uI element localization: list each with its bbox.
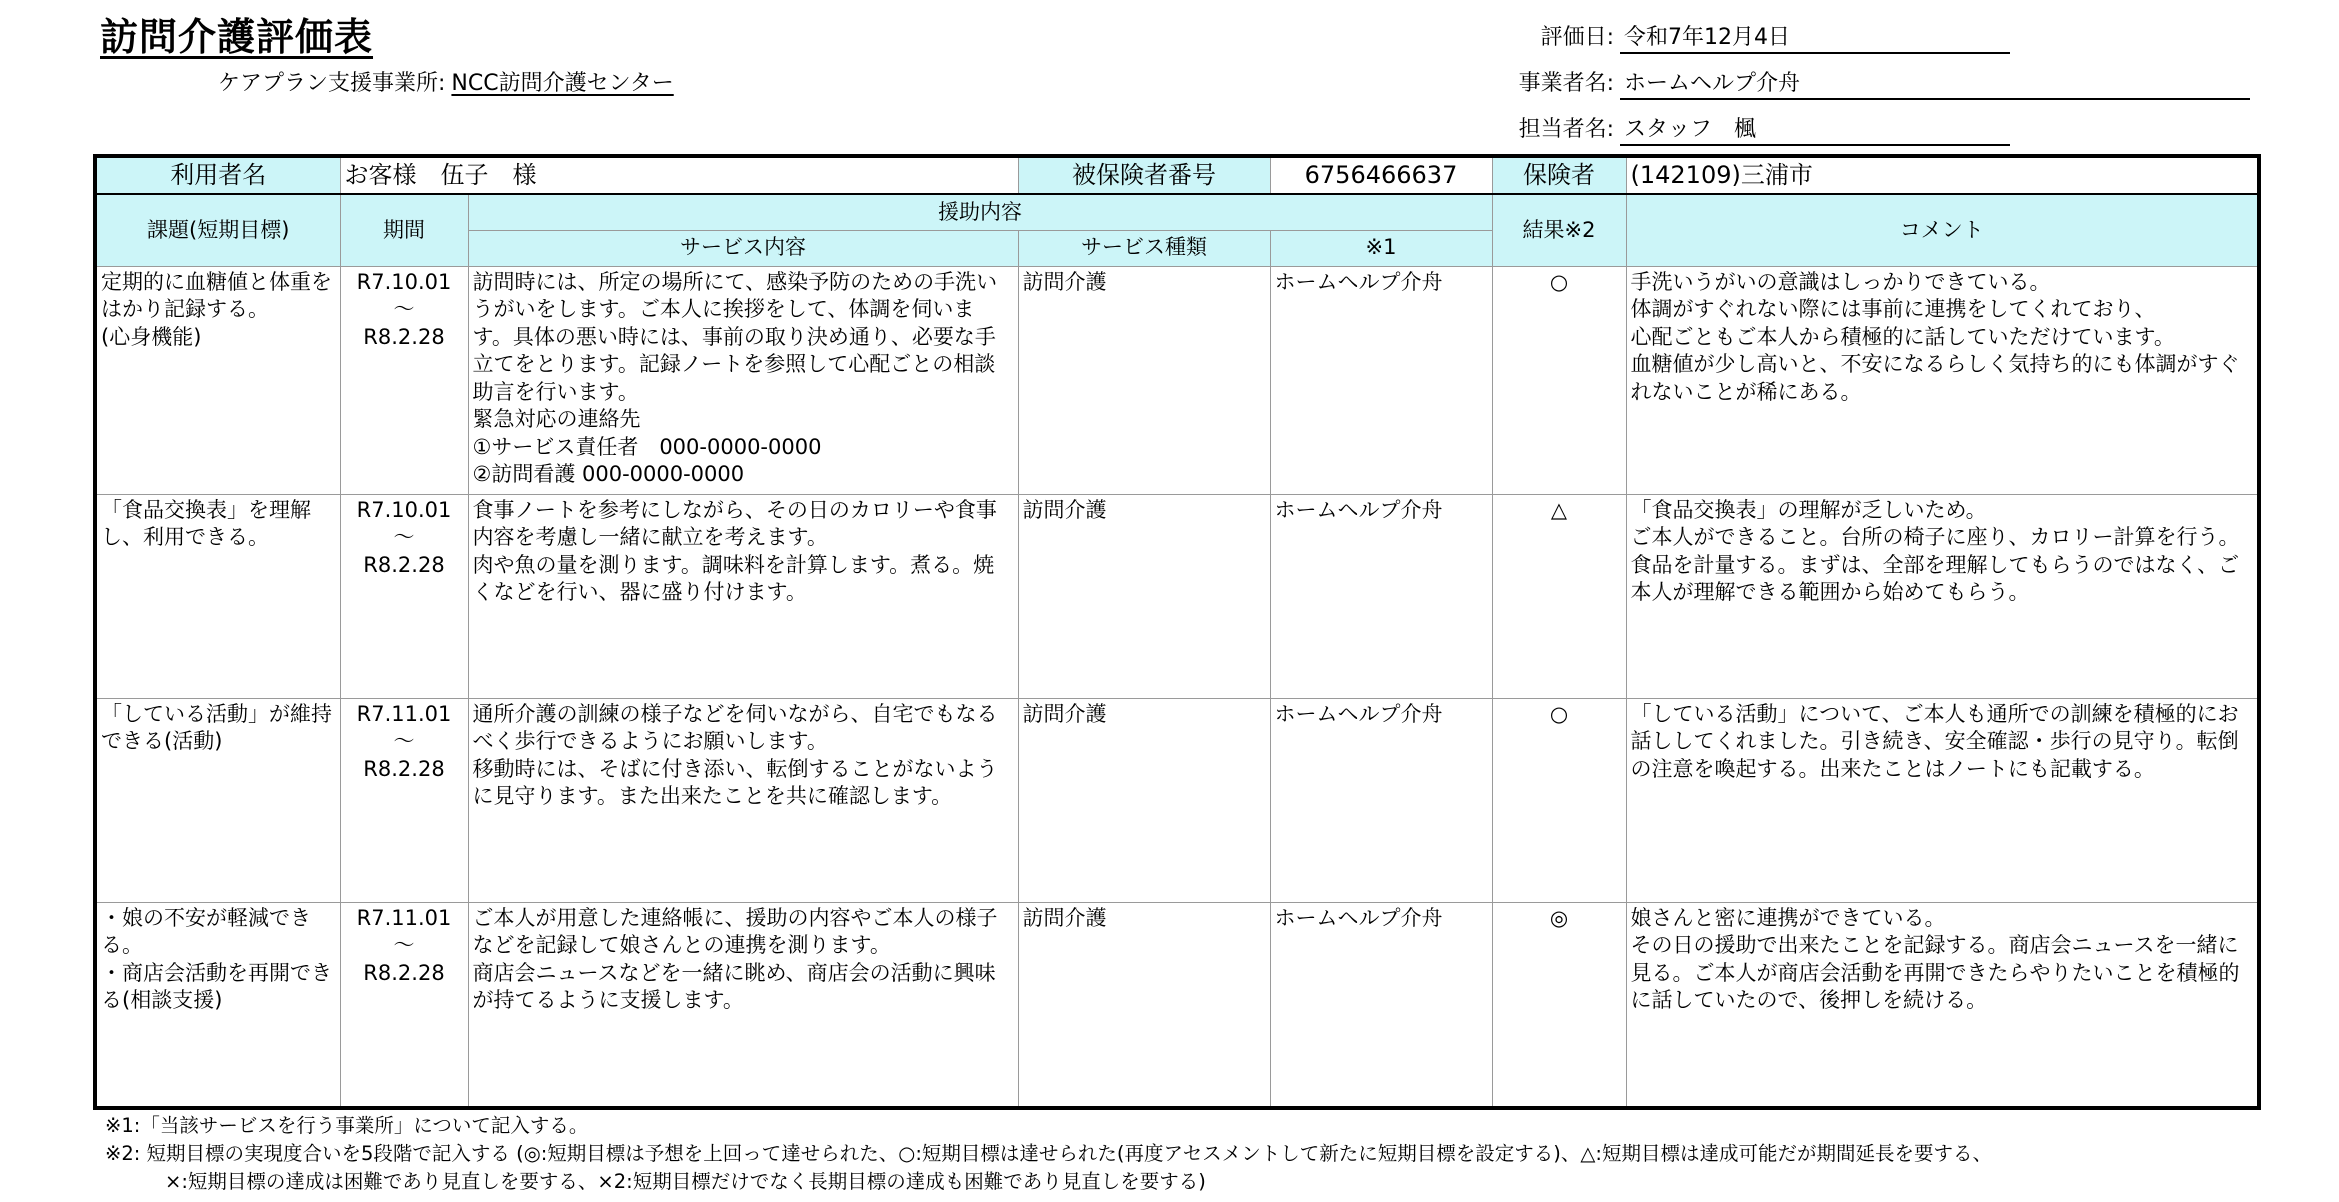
comment-cell: 娘さんと密に連携ができている。 その日の援助で出来たことを記録する。商店会ニュースを一緒に見る。ご本人が商店会活動を再開できたらやりたいことを積極的に話していたので、後押しを続ける。: [1626, 902, 2259, 1108]
header-result: 結果※2: [1492, 194, 1626, 266]
header-service-content: サービス内容: [468, 230, 1018, 266]
staff-name: [1518, 112, 2010, 146]
page-title: 訪問介護評価表: [100, 15, 374, 59]
service-type-cell: 訪問介護: [1018, 494, 1270, 698]
result-cell: ○: [1492, 698, 1626, 902]
period-end: R8.2.28: [363, 324, 445, 349]
service-type-cell: 訪問介護: [1018, 266, 1270, 494]
table-row: [95, 494, 2259, 698]
result-cell: ◎: [1492, 902, 1626, 1108]
period-separator: 〜: [393, 525, 415, 549]
period-start: R7.10.01: [356, 269, 452, 294]
service-type-cell: 訪問介護: [1018, 698, 1270, 902]
header-note1: ※1: [1270, 230, 1492, 266]
client-name: お客様 伍子 様: [340, 156, 1018, 194]
period-start: R7.10.01: [356, 497, 452, 522]
footnotes: [105, 1112, 1992, 1196]
insurer: (142109)三浦市: [1626, 156, 2259, 194]
table-row: [95, 266, 2259, 494]
provider-name: [1518, 66, 2250, 100]
service-content-cell: ご本人が用意した連絡帳に、援助の内容やご本人の様子などを記録して娘さんとの連携を測ります。 商店会ニュースなどを一緒に眺め、商店会の活動に興味が持てるように支援します。: [468, 902, 1018, 1108]
service-provider-cell: ホームヘルプ介舟: [1270, 902, 1492, 1108]
care-plan-office-label: ケアプラン支援事業所:: [218, 71, 446, 96]
header-period: 期間: [340, 194, 468, 266]
period-cell: [340, 902, 468, 1108]
footnote: ※2: 短期目標の実現度合いを5段階で記入する (◎:短期目標は予想を上回って達せられた、○:短期目標は達せられた(再度アセスメントして新たに短期目標を設定する)、△:短期目標は達成可能だが期間延長を要する、: [105, 1142, 1992, 1165]
period-start: R7.11.01: [356, 701, 452, 726]
period-cell: [340, 494, 468, 698]
period-separator: 〜: [393, 933, 415, 957]
service-content-cell: 訪問時には、所定の場所にて、感染予防のための手洗いうがいをします。ご本人に挨拶をして、体調を伺います。具体の悪い時には、事前の取り決め通り、必要な手立てをとります。記録ノートを参照して心配ごとの相談助言を行います。 緊急対応の連絡先 ①サービス責任者 000-0000-0000 ②訪問看護 000-0000-0000: [468, 266, 1018, 494]
care-plan-office-value: NCC訪問介護センター: [451, 71, 674, 96]
table-row: [95, 698, 2259, 902]
goal-cell: ・娘の不安が軽減できる。 ・商店会活動を再開できる(相談支援): [95, 902, 340, 1108]
result-cell: △: [1492, 494, 1626, 698]
evaluation-date: [1540, 20, 2010, 54]
service-content-cell: 通所介護の訓練の様子などを伺いながら、自宅でもなるべく歩行できるようにお願いします。 移動時には、そばに付き添い、転倒することがないように見守ります。また出来たことを共に確認します。: [468, 698, 1018, 902]
comment-cell: 手洗いうがいの意識はしっかりできている。 体調がすぐれない際には事前に連携をしてくれており、 心配ごともご本人から積極的に話していただけています。 血糖値が少し高いと、不安になるらしく気持ち的にも体調がすぐれないことが稀にある。: [1626, 266, 2259, 494]
evaluation-date-value: 令和7年12月4日: [1620, 20, 2010, 54]
insured-number: 6756466637: [1270, 156, 1492, 194]
service-provider-cell: ホームヘルプ介舟: [1270, 494, 1492, 698]
footnote: ※1:「当該サービスを行う事業所」について記入する。: [105, 1114, 589, 1137]
header-row-1: [95, 194, 2259, 230]
evaluation-table: [93, 154, 2261, 1110]
service-provider-cell: ホームヘルプ介舟: [1270, 266, 1492, 494]
goal-cell: 「食品交換表」を理解し、利用できる。: [95, 494, 340, 698]
comment-cell: 「食品交換表」の理解が乏しいため。 ご本人ができること。台所の椅子に座り、カロリー計算を行う。食品を計量する。まずは、全部を理解してもらうのではなく、ご本人が理解できる範囲から始めてもらう。: [1626, 494, 2259, 698]
period-cell: [340, 266, 468, 494]
period-separator: 〜: [393, 297, 415, 321]
client-info-row: [95, 156, 2259, 194]
period-end: R8.2.28: [363, 960, 445, 985]
period-cell: [340, 698, 468, 902]
staff-name-value: スタッフ 楓: [1620, 112, 2010, 146]
header-goal: 課題(短期目標): [95, 194, 340, 266]
service-content-cell: 食事ノートを参考にしながら、その日のカロリーや食事内容を考慮し一緒に献立を考えます。 肉や魚の量を測ります。調味料を計算します。煮る。焼くなどを行い、器に盛り付けます。: [468, 494, 1018, 698]
period-separator: 〜: [393, 729, 415, 753]
staff-name-label: 担当者名:: [1518, 117, 1614, 142]
result-cell: ○: [1492, 266, 1626, 494]
footnote: ×:短期目標の達成は困難であり見直しを要する、×2:短期目標だけでなく長期目標の達成も困難であり見直しを要する): [165, 1170, 1206, 1193]
header-comment: コメント: [1626, 194, 2259, 266]
goal-cell: 定期的に血糖値と体重をはかり記録する。 (心身機能): [95, 266, 340, 494]
care-plan-office: [218, 66, 674, 97]
provider-name-value: ホームヘルプ介舟: [1620, 66, 2250, 100]
evaluation-date-label: 評価日:: [1540, 25, 1614, 50]
service-provider-cell: ホームヘルプ介舟: [1270, 698, 1492, 902]
service-type-cell: 訪問介護: [1018, 902, 1270, 1108]
insured-number-label: 被保険者番号: [1018, 156, 1270, 194]
period-end: R8.2.28: [363, 552, 445, 577]
table-row: [95, 902, 2259, 1108]
header-support: 援助内容: [468, 194, 1492, 230]
provider-name-label: 事業者名:: [1518, 71, 1614, 96]
client-name-label: 利用者名: [95, 156, 340, 194]
header-service-type: サービス種類: [1018, 230, 1270, 266]
goal-cell: 「している活動」が維持できる(活動): [95, 698, 340, 902]
period-end: R8.2.28: [363, 756, 445, 781]
insurer-label: 保険者: [1492, 156, 1626, 194]
period-start: R7.11.01: [356, 905, 452, 930]
comment-cell: 「している活動」について、ご本人も通所での訓練を積極的にお話ししてくれました。引き続き、安全確認・歩行の見守り。転倒の注意を喚起する。出来たことはノートにも記載する。: [1626, 698, 2259, 902]
